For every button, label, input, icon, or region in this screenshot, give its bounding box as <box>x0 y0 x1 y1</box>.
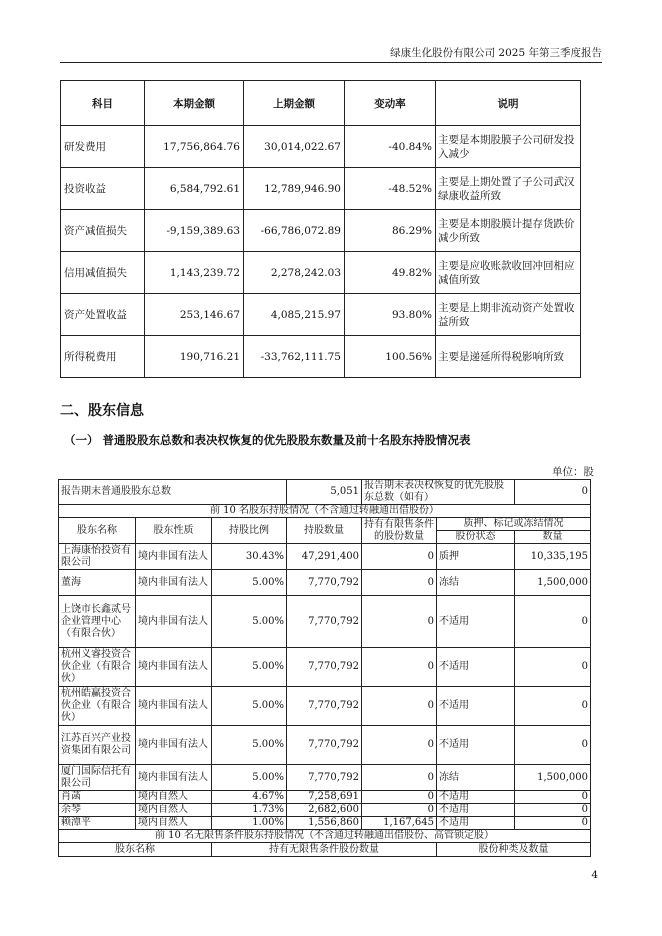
cell-ratio: 5.00% <box>212 596 287 648</box>
cell-nature: 境内非国有法人 <box>136 544 212 570</box>
cell-item: 所得税费用 <box>61 336 145 378</box>
table-row <box>59 791 591 804</box>
col-header-status: 股份状态 <box>437 531 515 544</box>
cell-name: 杭州义睿投资合伙企业（有限合伙） <box>59 648 136 687</box>
cell-name: 肖菡 <box>59 791 136 804</box>
cell-current: 190,716.21 <box>145 336 244 378</box>
table-row <box>59 648 591 687</box>
table-row <box>61 126 581 168</box>
table-row <box>61 168 581 210</box>
cell-ratio: 4.67% <box>212 791 287 804</box>
u-col-header-type: 股份种类及数量 <box>437 843 591 857</box>
cell-status: 不适用 <box>437 648 515 687</box>
total-row <box>59 480 591 505</box>
col-header-ratio: 持股比例 <box>212 518 287 544</box>
cell-name: 董海 <box>59 570 136 596</box>
table-row <box>59 570 591 596</box>
cell-restricted: 0 <box>362 765 437 791</box>
cell-note: 主要是上期非流动资产处置收益所致 <box>436 294 581 336</box>
cell-current: 6,584,792.61 <box>145 168 244 210</box>
cell-count: 0 <box>515 596 591 648</box>
cell-qty: 47,291,400 <box>287 544 362 570</box>
cell-item: 投资收益 <box>61 168 145 210</box>
cell-status: 质押 <box>437 544 515 570</box>
table-row <box>59 804 591 817</box>
shareholder-table <box>58 479 591 857</box>
cell-status: 不适用 <box>437 687 515 726</box>
cell-current: 17,756,864.76 <box>145 126 244 168</box>
cell-count: 1,500,000 <box>515 765 591 791</box>
header-title: 绿康生化股份有限公司 2025 年第三季度报告 <box>390 47 602 59</box>
table-row <box>61 336 581 378</box>
cell-name: 赖潭平 <box>59 817 136 830</box>
section-title: 二、股东信息 <box>60 403 144 419</box>
cell-restricted: 0 <box>362 596 437 648</box>
financial-change-table <box>60 80 581 378</box>
cell-change: 86.29% <box>345 210 436 252</box>
cell-status: 不适用 <box>437 596 515 648</box>
cell-status: 冻结 <box>437 765 515 791</box>
cell-item: 信用减值损失 <box>61 252 145 294</box>
cell-previous: -66,786,072.89 <box>244 210 345 252</box>
table-row <box>61 294 581 336</box>
cell-name: 上饶市长鑫贰号企业管理中心（有限合伙） <box>59 596 136 648</box>
cell-count: 0 <box>515 791 591 804</box>
cell-ratio: 5.00% <box>212 648 287 687</box>
table-row <box>59 544 591 570</box>
table-row <box>59 596 591 648</box>
col-header-nature: 股东性质 <box>136 518 212 544</box>
cell-restricted: 1,167,645 <box>362 817 437 830</box>
cell-item: 资产减值损失 <box>61 210 145 252</box>
cell-ratio: 1.00% <box>212 817 287 830</box>
table-row <box>59 726 591 765</box>
unrestricted-title-row <box>59 830 591 843</box>
u-col-header-qty: 持有无限售条件股份数量 <box>212 843 437 857</box>
cell-change: -48.52% <box>345 168 436 210</box>
cell-ratio: 30.43% <box>212 544 287 570</box>
cell-nature: 境内自然人 <box>136 817 212 830</box>
top10-title-row <box>59 505 591 518</box>
cell-count: 10,335,195 <box>515 544 591 570</box>
col-header-name: 股东名称 <box>59 518 136 544</box>
cell-ratio: 5.00% <box>212 570 287 596</box>
cell-nature: 境内自然人 <box>136 804 212 817</box>
total-label: 报告期末普通股股东总数 <box>59 480 287 505</box>
cell-qty: 7,770,792 <box>287 726 362 765</box>
subsection-title: （一） 普通股股东总数和表决权恢复的优先股股东数量及前十名股东持股情况表 <box>64 433 471 447</box>
cell-restricted: 0 <box>362 687 437 726</box>
cell-change: 100.56% <box>345 336 436 378</box>
cell-previous: 30,014,022.67 <box>244 126 345 168</box>
table-row <box>61 210 581 252</box>
cell-note: 主要是本期股膜计提存货跌价减少所致 <box>436 210 581 252</box>
unrestricted-header-row <box>59 843 591 857</box>
cell-restricted: 0 <box>362 570 437 596</box>
col-header-previous: 上期金额 <box>244 81 345 126</box>
cell-status: 不适用 <box>437 726 515 765</box>
cell-restricted: 0 <box>362 648 437 687</box>
cell-item: 研发费用 <box>61 126 145 168</box>
table-row <box>61 252 581 294</box>
table-row <box>59 817 591 830</box>
cell-status: 不适用 <box>437 817 515 830</box>
cell-previous: -33,762,111.75 <box>244 336 345 378</box>
cell-status: 不适用 <box>437 804 515 817</box>
page-header <box>60 44 602 63</box>
cell-restricted: 0 <box>362 791 437 804</box>
cell-nature: 境内自然人 <box>136 791 212 804</box>
total-value: 5,051 <box>287 480 362 505</box>
cell-previous: 12,789,946.90 <box>244 168 345 210</box>
cell-name: 杭州皓赢投资合伙企业（有限合伙） <box>59 687 136 726</box>
cell-nature: 境内非国有法人 <box>136 687 212 726</box>
cell-status: 不适用 <box>437 791 515 804</box>
cell-restricted: 0 <box>362 804 437 817</box>
cell-ratio: 5.00% <box>212 687 287 726</box>
col-header-pledge: 质押、标记或冻结情况 <box>437 518 591 531</box>
cell-note: 主要是应收账款收回冲回相应减值所致 <box>436 252 581 294</box>
pref-value: 0 <box>515 480 591 505</box>
table-row <box>59 765 591 791</box>
col-header-item: 科目 <box>61 81 145 126</box>
col-header-note: 说明 <box>436 81 581 126</box>
col-header-change: 变动率 <box>345 81 436 126</box>
cell-count: 0 <box>515 804 591 817</box>
table-header-row <box>61 81 581 126</box>
cell-name: 余琴 <box>59 804 136 817</box>
cell-note: 主要是本期股膜子公司研发投入减少 <box>436 126 581 168</box>
top10-title: 前 10 名股东持股情况（不含通过转融通出借股份） <box>59 505 591 518</box>
cell-note: 主要是递延所得税影响所致 <box>436 336 581 378</box>
header-row <box>59 518 591 531</box>
cell-ratio: 5.00% <box>212 726 287 765</box>
cell-ratio: 5.00% <box>212 765 287 791</box>
cell-count: 0 <box>515 817 591 830</box>
cell-qty: 7,770,792 <box>287 687 362 726</box>
u-col-header-name: 股东名称 <box>59 843 212 857</box>
cell-name: 厦门国际信托有限公司 <box>59 765 136 791</box>
cell-qty: 7,770,792 <box>287 648 362 687</box>
cell-count: 1,500,000 <box>515 570 591 596</box>
cell-previous: 2,278,242.03 <box>244 252 345 294</box>
cell-nature: 境内非国有法人 <box>136 726 212 765</box>
cell-restricted: 0 <box>362 544 437 570</box>
cell-nature: 境内非国有法人 <box>136 570 212 596</box>
pref-label: 报告期末表决权恢复的优先股股东总数（如有） <box>362 480 515 505</box>
cell-note: 主要是上期处置了子公司武汉绿康收益所致 <box>436 168 581 210</box>
cell-qty: 7,258,691 <box>287 791 362 804</box>
unrestricted-title: 前 10 名无限售条件股东持股情况（不含通过转融通出借股份、高管锁定股） <box>59 830 591 843</box>
cell-ratio: 1.73% <box>212 804 287 817</box>
cell-qty: 1,556,860 <box>287 817 362 830</box>
cell-restricted: 0 <box>362 726 437 765</box>
col-header-count: 数量 <box>515 531 591 544</box>
cell-count: 0 <box>515 648 591 687</box>
cell-current: 1,143,239.72 <box>145 252 244 294</box>
unit-label: 单位：股 <box>552 466 594 478</box>
page-number: 4 <box>591 869 598 881</box>
cell-current: 253,146.67 <box>145 294 244 336</box>
col-header-qty: 持股数量 <box>287 518 362 544</box>
cell-nature: 境内非国有法人 <box>136 648 212 687</box>
cell-count: 0 <box>515 687 591 726</box>
cell-qty: 7,770,792 <box>287 596 362 648</box>
cell-change: -40.84% <box>345 126 436 168</box>
table-row <box>59 687 591 726</box>
col-header-current: 本期金额 <box>145 81 244 126</box>
cell-nature: 境内非国有法人 <box>136 596 212 648</box>
cell-qty: 2,682,600 <box>287 804 362 817</box>
cell-name: 江苏百兴产业投资集团有限公司 <box>59 726 136 765</box>
cell-previous: 4,085,215.97 <box>244 294 345 336</box>
cell-status: 冻结 <box>437 570 515 596</box>
cell-name: 上海康怡投资有限公司 <box>59 544 136 570</box>
cell-item: 资产处置收益 <box>61 294 145 336</box>
cell-nature: 境内非国有法人 <box>136 765 212 791</box>
cell-count: 0 <box>515 726 591 765</box>
cell-change: 49.82% <box>345 252 436 294</box>
col-header-restricted: 持有有限售条件的股份数量 <box>362 518 437 544</box>
cell-qty: 7,770,792 <box>287 570 362 596</box>
cell-qty: 7,770,792 <box>287 765 362 791</box>
cell-change: 93.80% <box>345 294 436 336</box>
cell-current: -9,159,389.63 <box>145 210 244 252</box>
